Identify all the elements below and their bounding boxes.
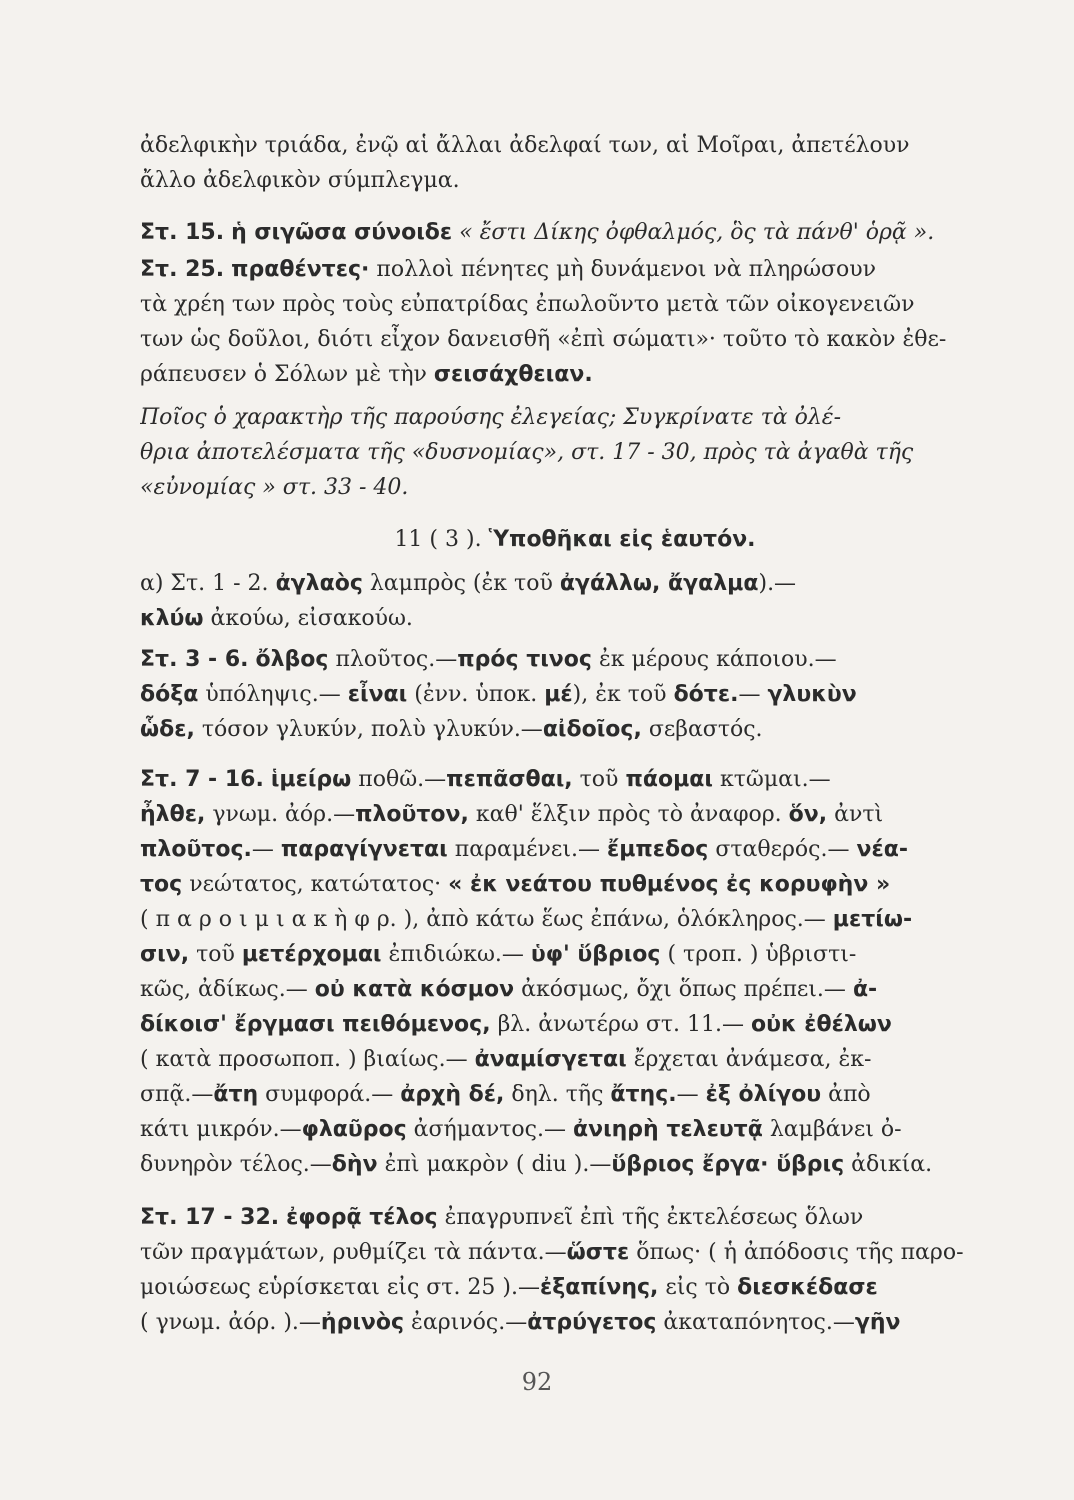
text-line: τὰ χρέη των πρὸς τοὺς εὐπατρίδας ἐπωλοῦντο μετὰ τῶν οἰκογενειῶν [140, 292, 915, 317]
gloss: ( π α ρ ο ι μ ι α κ ὴ φ ρ. ), ἀπὸ κάτω ἕως ἐπάνω, ὁλόκληρος.— [140, 907, 826, 932]
gloss: μοιώσεως εὑρίσκεται εἰς στ. 25 ).— [140, 1275, 540, 1300]
gloss: ἀντὶ [834, 802, 884, 827]
term: δότε. [673, 682, 739, 707]
text-line [140, 1305, 1010, 1340]
quote: « ἔστι Δίκης ὀφθαλμός, ὃς τὰ πάνθ' ὁρᾷ ». [459, 220, 935, 245]
term: ὅν, [788, 802, 828, 827]
term: πλοῦτος. [140, 837, 252, 862]
text-line [140, 435, 1010, 470]
text-line: των ὡς δοῦλοι, διότι εἶχον δανεισθῆ «ἐπὶ σώματι»· τοῦτο τὸ κακὸν ἐθε- [140, 327, 947, 352]
gloss: ἐπὶ μακρὸν ( diu ).— [384, 1152, 612, 1177]
gloss: ὑπόληψις.— [205, 682, 341, 707]
term: ἔμπεδος [606, 837, 709, 862]
term: μετέρχομαι [241, 942, 382, 967]
gloss: ἀπὸ [828, 1082, 871, 1107]
gloss: συμφορά.— [265, 1082, 394, 1107]
text-line [140, 832, 1010, 867]
term: ἐξ ὀλίγου [705, 1082, 822, 1107]
gloss: λαμβάνει ὀ- [769, 1117, 902, 1142]
gloss: δυνηρὸν τέλος.— [140, 1152, 332, 1177]
text-line [140, 1200, 1010, 1235]
term: ἀνιηρὴ τελευτᾷ [572, 1117, 763, 1142]
text-line [140, 400, 1010, 435]
term: γλυκὺν [767, 682, 857, 707]
text-line [140, 566, 1010, 601]
gloss: ἀκόσμως, ὄχι ὅπως πρέπει.— [521, 977, 846, 1002]
text-line [140, 1147, 1010, 1182]
term: ἱμείρω [270, 767, 352, 792]
gloss: ).— [758, 571, 797, 596]
term: πραθέντες· [231, 257, 370, 282]
gloss: σπᾷ.— [140, 1082, 214, 1107]
verse-label: Στ. 15. [140, 220, 225, 245]
term: ἀρχὴ δέ, [400, 1082, 505, 1107]
term: εἶναι [347, 682, 408, 707]
term: γῆν [854, 1310, 901, 1335]
question-text: Ποῖος ὁ χαρακτὴρ τῆς παρούσης ἐλεγείας; Συγκρίνατε τὰ ὀλέ- [140, 405, 842, 430]
term: ὥστε [566, 1240, 630, 1265]
text-line [140, 357, 1010, 392]
text-line [140, 601, 1010, 636]
term: αἰδοῖος, [542, 717, 642, 742]
gloss: εἰς τὸ [665, 1275, 731, 1300]
gloss: ἀκούω, εἰσακούω. [210, 606, 413, 631]
text-line [140, 642, 1010, 677]
verses-17-32-note [140, 1200, 1010, 1340]
gloss: ἐπιδιώκω.— [388, 942, 524, 967]
intro-paragraph [140, 128, 1010, 198]
term: ἠρινὸς [320, 1310, 405, 1335]
gloss: ), ἐκ τοῦ [572, 682, 667, 707]
text-line [140, 470, 1010, 505]
text-line [140, 1270, 1010, 1305]
gloss: ὅπως· ( ἡ ἀπόδοσις τῆς παρο- [636, 1240, 964, 1265]
term: ἡ σιγῶσα σύνοιδε [231, 220, 453, 245]
gloss: ἐπαγρυπνεῖ ἐπὶ τῆς ἐκτελέσεως ὅλων [444, 1205, 864, 1230]
gloss: κῶς, ἀδίκως.— [140, 977, 308, 1002]
gloss: ποθῶ.— [358, 767, 447, 792]
gloss: τοῦ [579, 767, 619, 792]
term: δόξα [140, 682, 199, 707]
term: κλύω [140, 606, 204, 631]
term: ὧδε, [140, 717, 195, 742]
gloss: σεβαστός. [648, 717, 763, 742]
term: « ἐκ νεάτου πυθμένος ἐς κορυφὴν » [448, 872, 891, 897]
term: νέα- [856, 837, 908, 862]
term: ἄτη [213, 1082, 259, 1107]
text-line: ἄλλο ἀδελφικὸν σύμπλεγμα. [140, 168, 460, 193]
verse-15-note [140, 215, 1010, 250]
verse-label: Στ. 7 - 16. [140, 767, 264, 792]
term: παραγίγνεται [280, 837, 448, 862]
gloss: (ἐνν. ὑποκ. [414, 682, 538, 707]
gloss: τόσον γλυκύν, πολὺ γλυκύν.— [201, 717, 543, 742]
text-line: ἀδελφικὴν τριάδα, ἐνῷ αἱ ἄλλαι ἀδελφαί των, αἱ Μοῖραι, ἀπετέλουν [140, 133, 910, 158]
term: πλοῦτον, [355, 802, 469, 827]
verses-7-16-note [140, 762, 1010, 1182]
term: ἐφορᾷ τέλος [286, 1205, 438, 1230]
text-line [140, 677, 1010, 712]
text-line [140, 867, 1010, 902]
term: μέ [544, 682, 573, 707]
verses-1-2-note [140, 566, 1010, 636]
gloss: σταθερός.— [715, 837, 850, 862]
gloss: ἐαρινός.— [411, 1310, 528, 1335]
term: τος [140, 872, 183, 897]
term: πάομαι [625, 767, 713, 792]
term: ἀ- [852, 977, 878, 1002]
term: ὑφ' ὕβριος [530, 942, 661, 967]
gloss: πλοῦτος.— [335, 647, 458, 672]
term: ἀτρύγετος [527, 1310, 657, 1335]
page-number: 92 [521, 1368, 553, 1396]
verses-3-6-note [140, 642, 1010, 747]
gloss: ( τροπ. ) ὑβριστι- [667, 942, 857, 967]
gloss: ἔρχεται ἀνάμεσα, ἐκ- [633, 1047, 872, 1072]
text-line [140, 1112, 1010, 1147]
text-line [140, 1042, 1010, 1077]
term: διεσκέδασε [737, 1275, 878, 1300]
term: πεπᾶσθαι, [446, 767, 573, 792]
gloss: κάτι μικρόν.— [140, 1117, 302, 1142]
term: μετίω- [832, 907, 913, 932]
question-text: «εὐνομίας » στ. 33 - 40. [140, 475, 409, 500]
gloss: — [676, 1082, 699, 1107]
verse-label: α) Στ. 1 - 2. [140, 571, 269, 596]
gloss: λαμπρὸς (ἐκ τοῦ [369, 571, 553, 596]
term: φλαῦρος [301, 1117, 407, 1142]
term: ὕβριος ἔργα· ὕβρις [611, 1152, 845, 1177]
gloss: — [251, 837, 274, 862]
gloss: ἀσήμαντος.— [413, 1117, 566, 1142]
verse-label: Στ. 17 - 32. [140, 1205, 280, 1230]
term: ἦλθε, [140, 802, 206, 827]
term: ὄλβος [255, 647, 329, 672]
text-line [140, 215, 1010, 250]
gloss: τοῦ [196, 942, 235, 967]
question-text: θρια ἀποτελέσματα τῆς «δυσνομίας», στ. 17 - 30, πρὸς τὰ ἀγαθὰ τῆς [140, 440, 914, 465]
term: ἄτης. [610, 1082, 677, 1107]
section-heading [140, 522, 1010, 557]
term: ἀγάλλω, ἄγαλμα [559, 571, 759, 596]
term: σεισάχθειαν. [433, 362, 593, 387]
term: δίκοισ' ἔργμασι πειθόμενος, [140, 1012, 491, 1037]
section-number: 11 ( 3 ). [394, 527, 482, 552]
verse-label: Στ. 3 - 6. [140, 647, 249, 672]
text-line [140, 937, 1010, 972]
term: πρός τινος [457, 647, 592, 672]
question-paragraph [140, 400, 1010, 505]
term: ἀγλαὸς [275, 571, 363, 596]
gloss: κτῶμαι.— [719, 767, 831, 792]
gloss: ἐκ μέρους κάποιου.— [598, 647, 837, 672]
gloss: ράπευσεν ὁ Σόλων μὲ τὴν [140, 362, 427, 387]
gloss: γνωμ. ἀόρ.— [212, 802, 356, 827]
text-line [140, 712, 1010, 747]
term: οὐκ ἐθέλων [750, 1012, 892, 1037]
gloss: τῶν πραγμάτων, ρυθμίζει τὰ πάντα.— [140, 1240, 567, 1265]
term: δὴν [331, 1152, 378, 1177]
text-line [140, 972, 1010, 1007]
text-line [140, 797, 1010, 832]
gloss: ( κατὰ προσωποπ. ) βιαίως.— [140, 1047, 468, 1072]
text-line [140, 252, 1010, 287]
gloss: παραμένει.— [454, 837, 600, 862]
gloss: ἀδικία. [851, 1152, 933, 1177]
gloss: νεώτατος, κατώτατος· [189, 872, 442, 897]
text-line [140, 902, 1010, 937]
term: σιν, [140, 942, 190, 967]
term: ἀναμίσγεται [474, 1047, 627, 1072]
gloss: ἀκαταπόνητος.— [663, 1310, 855, 1335]
gloss: ( γνωμ. ἀόρ. ).— [140, 1310, 321, 1335]
text-line [140, 762, 1010, 797]
gloss: καθ' ἕλξιν πρὸς τὸ ἀναφορ. [475, 802, 782, 827]
term: οὐ κατὰ κόσμον [314, 977, 515, 1002]
gloss: βλ. ἀνωτέρω στ. 11.— [497, 1012, 744, 1037]
gloss: πολλοὶ πένητες μὴ δυνάμενοι νὰ πληρώσουν [376, 257, 877, 282]
gloss: — [738, 682, 761, 707]
gloss: δηλ. τῆς [511, 1082, 604, 1107]
section-title: Ὑποθῆκαι εἰς ἑαυτόν. [488, 527, 756, 552]
text-line [140, 1007, 1010, 1042]
verse-label: Στ. 25. [140, 257, 225, 282]
text-line [140, 1235, 1010, 1270]
text-line [140, 1077, 1010, 1112]
verse-25-note [140, 252, 1010, 392]
term: ἐξαπίνης, [540, 1275, 659, 1300]
